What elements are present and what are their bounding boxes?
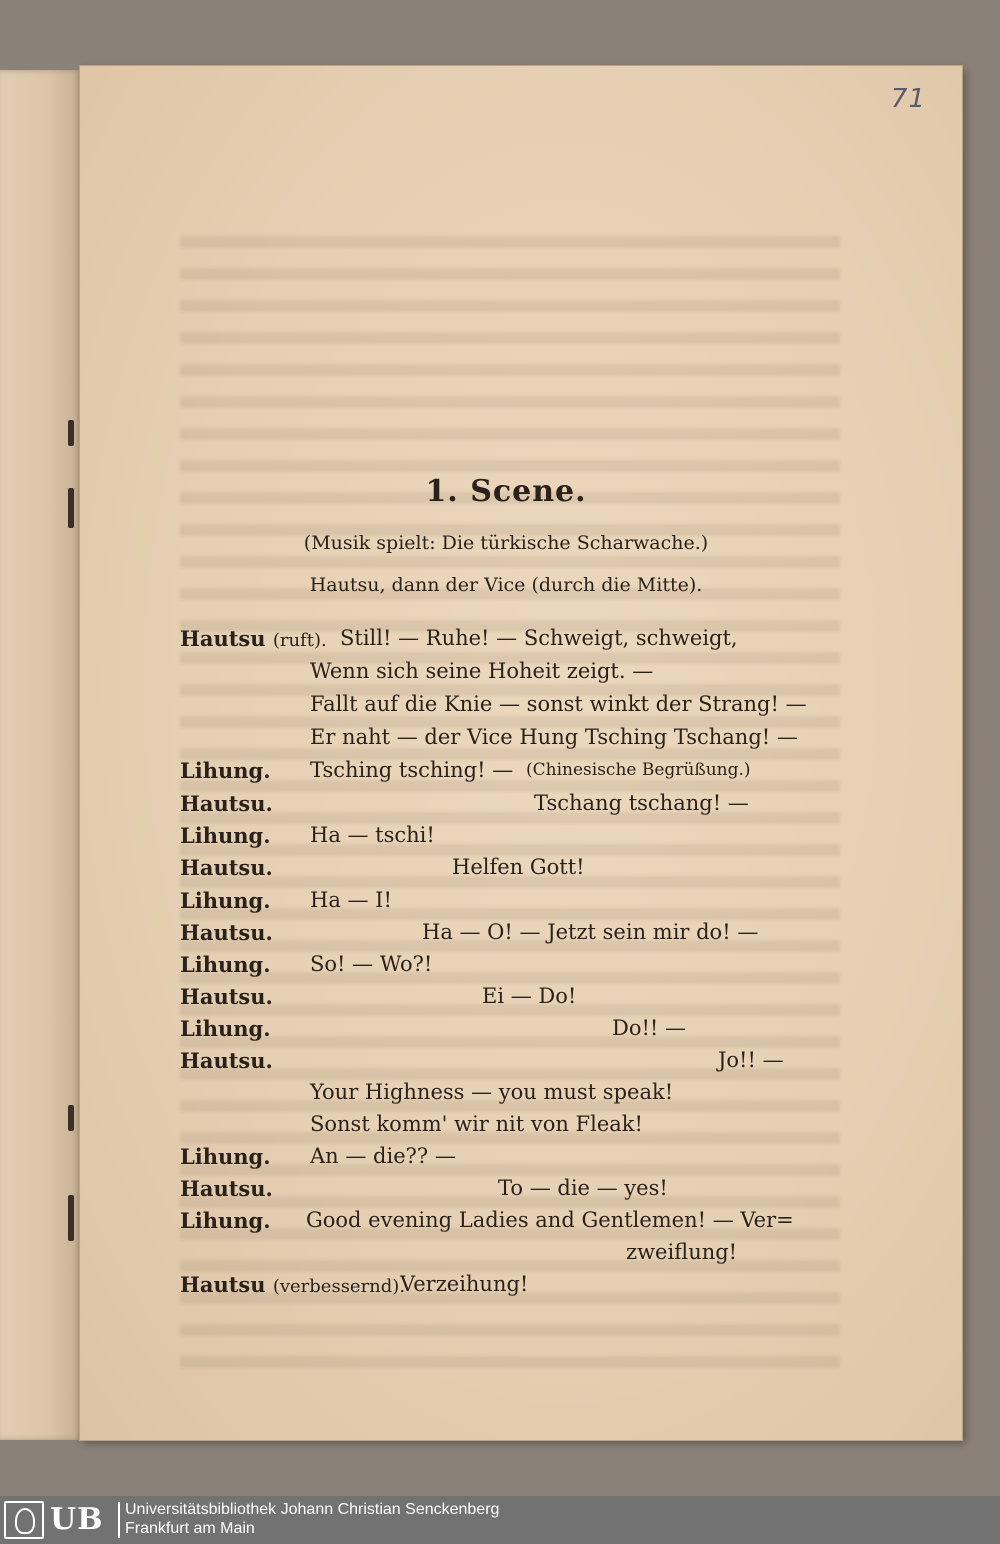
speaker-name: Hautsu.: [180, 1048, 273, 1073]
spoken-text: Tsching tsching! —: [310, 758, 514, 782]
dialogue-line: [180, 725, 930, 757]
dialogue-line: [180, 823, 930, 855]
dialogue-line: [180, 1048, 930, 1080]
ub-logo: [4, 1501, 116, 1539]
library-footer: [0, 1496, 1000, 1544]
dialogue-line: [180, 1272, 930, 1304]
speaker-direction: (ruft).: [272, 630, 327, 651]
speaker-name: Lihung.: [180, 1144, 271, 1169]
dialogue-line: [180, 692, 930, 724]
speaker-name: Hautsu.: [180, 1176, 273, 1201]
spoken-text: Do!! —: [612, 1016, 687, 1040]
speaker-name: Lihung.: [180, 1016, 271, 1041]
dialogue-line: [180, 952, 930, 984]
dialogue-line: [180, 1240, 930, 1272]
speaker-name: Hautsu.: [180, 855, 273, 880]
spoken-text: Your Highness — you must speak!: [310, 1080, 674, 1104]
spoken-text: Er naht — der Vice Hung Tsching Tschang! —: [310, 725, 798, 749]
spoken-text: Ei — Do!: [482, 984, 577, 1008]
book-page: [80, 66, 962, 1440]
spoken-text: Ha — tschi!: [310, 823, 435, 847]
footer-divider: [118, 1502, 120, 1538]
spoken-text: Verzeihung!: [400, 1272, 529, 1296]
speaker-name: Hautsu (ruft).: [180, 626, 327, 651]
scene-heading: 1. Scene.: [425, 474, 587, 509]
dialogue-line: [180, 758, 930, 790]
spoken-text: Fallt auf die Knie — sonst winkt der Strang! —: [310, 692, 807, 716]
speaker-name: Lihung.: [180, 1208, 271, 1233]
dialogue-line: [180, 1112, 930, 1144]
spoken-text: Sonst komm' wir nit von Fleak!: [310, 1112, 643, 1136]
dialogue-line: [180, 1016, 930, 1048]
binding-stitch: [68, 1195, 74, 1241]
dialogue-line: [180, 888, 930, 920]
spoken-text: Ha — I!: [310, 888, 392, 912]
binding-stitch: [68, 1105, 74, 1131]
dialogue-line: [180, 1144, 930, 1176]
spoken-text: Good evening Ladies and Gentlemen! — Ver=: [306, 1208, 794, 1232]
dialogue-line: [180, 1208, 930, 1240]
speaker-name: Hautsu.: [180, 984, 273, 1009]
binding-stitch: [68, 488, 74, 528]
logo-text: UB: [50, 1502, 104, 1537]
spoken-text: Jo!! —: [718, 1048, 784, 1072]
spoken-text: zweiflung!: [626, 1240, 738, 1264]
page-number: 71: [890, 84, 926, 114]
stage-note: (Chinesische Begrüßung.): [526, 760, 751, 780]
dialogue-line: [180, 1176, 930, 1208]
speaker-name: Hautsu (verbessernd).: [180, 1272, 406, 1297]
speaker-name: Lihung.: [180, 758, 271, 783]
dialogue-line: [180, 659, 930, 691]
library-city: Frankfurt am Main: [125, 1520, 255, 1537]
dialogue-line: [180, 1080, 930, 1112]
binding-stitch: [68, 420, 74, 446]
dialogue-line: [180, 626, 930, 658]
spoken-text: Tschang tschang! —: [534, 791, 749, 815]
spoken-text: So! — Wo?!: [310, 952, 433, 976]
portrait-icon: [4, 1501, 44, 1539]
stage-direction: (Musik spielt: Die türkische Scharwache.): [303, 532, 709, 554]
speaker-name: Lihung.: [180, 952, 271, 977]
spoken-text: To — die — yes!: [498, 1176, 668, 1200]
speaker-name: Hautsu.: [180, 920, 273, 945]
dialogue-line: [180, 791, 930, 823]
dialogue-line: [180, 984, 930, 1016]
library-name: Universitätsbibliothek Johann Christian Senckenberg: [125, 1501, 500, 1518]
speaker-direction: (verbessernd).: [272, 1276, 406, 1297]
spoken-text: Ha — O! — Jetzt sein mir do! —: [422, 920, 759, 944]
spoken-text: Wenn sich seine Hoheit zeigt. —: [310, 659, 654, 683]
spoken-text: Still! — Ruhe! — Schweigt, schweigt,: [340, 626, 738, 650]
stage-direction: Hautsu, dann der Vice (durch die Mitte).: [309, 574, 703, 596]
spoken-text: Helfen Gott!: [452, 855, 585, 879]
speaker-name: Hautsu.: [180, 791, 273, 816]
dialogue-line: [180, 855, 930, 887]
speaker-name: Lihung.: [180, 823, 271, 848]
dialogue-line: [180, 920, 930, 952]
speaker-name: Lihung.: [180, 888, 271, 913]
spoken-text: An — die?? —: [310, 1144, 456, 1168]
